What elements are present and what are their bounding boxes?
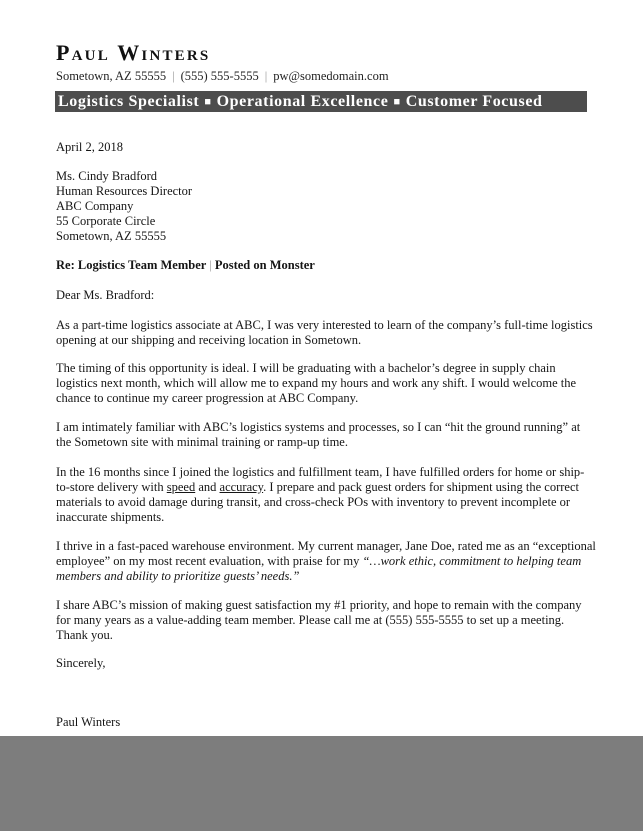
banner-bullet: ■ (393, 96, 401, 108)
paragraph-5-text: I thrive in a fast-paced warehouse environment. My current manager, Jane Doe, rated me as an “exceptional employee” on my most recent evaluation, with praise for my (56, 539, 596, 568)
paragraph-5 (56, 539, 596, 584)
gray-overlay-band (0, 736, 643, 831)
paragraph-4-text: and (195, 479, 220, 494)
salutation: Dear Ms. Bradford: (56, 288, 155, 302)
banner-item: Operational Excellence (216, 93, 389, 110)
contact-line (56, 69, 389, 84)
closing: Sincerely, (56, 656, 106, 670)
paragraph-4 (56, 465, 596, 525)
recipient-city: Sometown, AZ 55555 (56, 228, 167, 243)
underlined-speed: speed (166, 479, 196, 494)
banner-item: Logistics Specialist (58, 93, 200, 110)
paragraph-3: I am intimately familiar with ABC’s logistics systems and processes, so I can “hit the ground running” at the Sometown site with minimal training or ramp-up time. (56, 420, 581, 449)
letter-date: April 2, 2018 (56, 140, 124, 154)
underlined-accuracy: accuracy (219, 479, 264, 494)
banner-item: Customer Focused (405, 93, 543, 110)
paragraph-6: I share ABC’s mission of making guest satisfaction my #1 priority, and hope to remain with the company for many years as a value-adding team member. Please call me at (555) 555-5555 to set up a meeting. Thank you. (56, 598, 582, 642)
headline-banner (55, 91, 587, 112)
recipient-company: ABC Company (56, 198, 134, 213)
paragraph-2: The timing of this opportunity is ideal. I will be graduating with a bachelor’s degree in supply chain logistics next month, which will allow me to expand my hours and work any shift. I would welcome the chance to continue my career progression at ABC Company. (56, 361, 577, 405)
subject-source: Posted on Monster (214, 258, 315, 272)
subject-separator: | (209, 258, 212, 272)
paragraph-4-text: In the 16 months since I joined the logistics and fulfillment team, I have fulfilled orders for home or ship-to-store delivery with (56, 465, 585, 494)
contact-separator: | (172, 69, 175, 83)
recipient-street: 55 Corporate Circle (56, 213, 156, 228)
paragraph-1: As a part-time logistics associate at ABC, I was very interested to learn of the company’s full-time logistics opening at our shipping and receiving location in Sometown. (56, 318, 593, 347)
manager-quote: “…work ethic, commitment to helping team members and ability to prioritize guests’ needs.” (56, 553, 582, 583)
subject-line (56, 258, 596, 273)
contact-city: Sometown, AZ 55555 (56, 69, 167, 83)
recipient-title: Human Resources Director (56, 183, 193, 198)
contact-separator: | (264, 69, 268, 83)
banner-bullet: ■ (204, 96, 212, 108)
contact-email: pw@somedomain.com (273, 69, 389, 83)
signature-name: Paul Winters (56, 715, 121, 729)
applicant-name: Paul Winters (56, 40, 211, 65)
recipient-name: Ms. Cindy Bradford (56, 169, 158, 183)
subject-position: Re: Logistics Team Member (56, 258, 207, 272)
paragraph-4-text: . I prepare and pack guest orders for shipment using the correct materials to avoid damage during transit, and cross-check POs with inventory to prevent incomplete or inaccurate shipments. (56, 479, 579, 524)
contact-phone: (555) 555-5555 (180, 69, 259, 83)
recipient-address (56, 169, 596, 244)
